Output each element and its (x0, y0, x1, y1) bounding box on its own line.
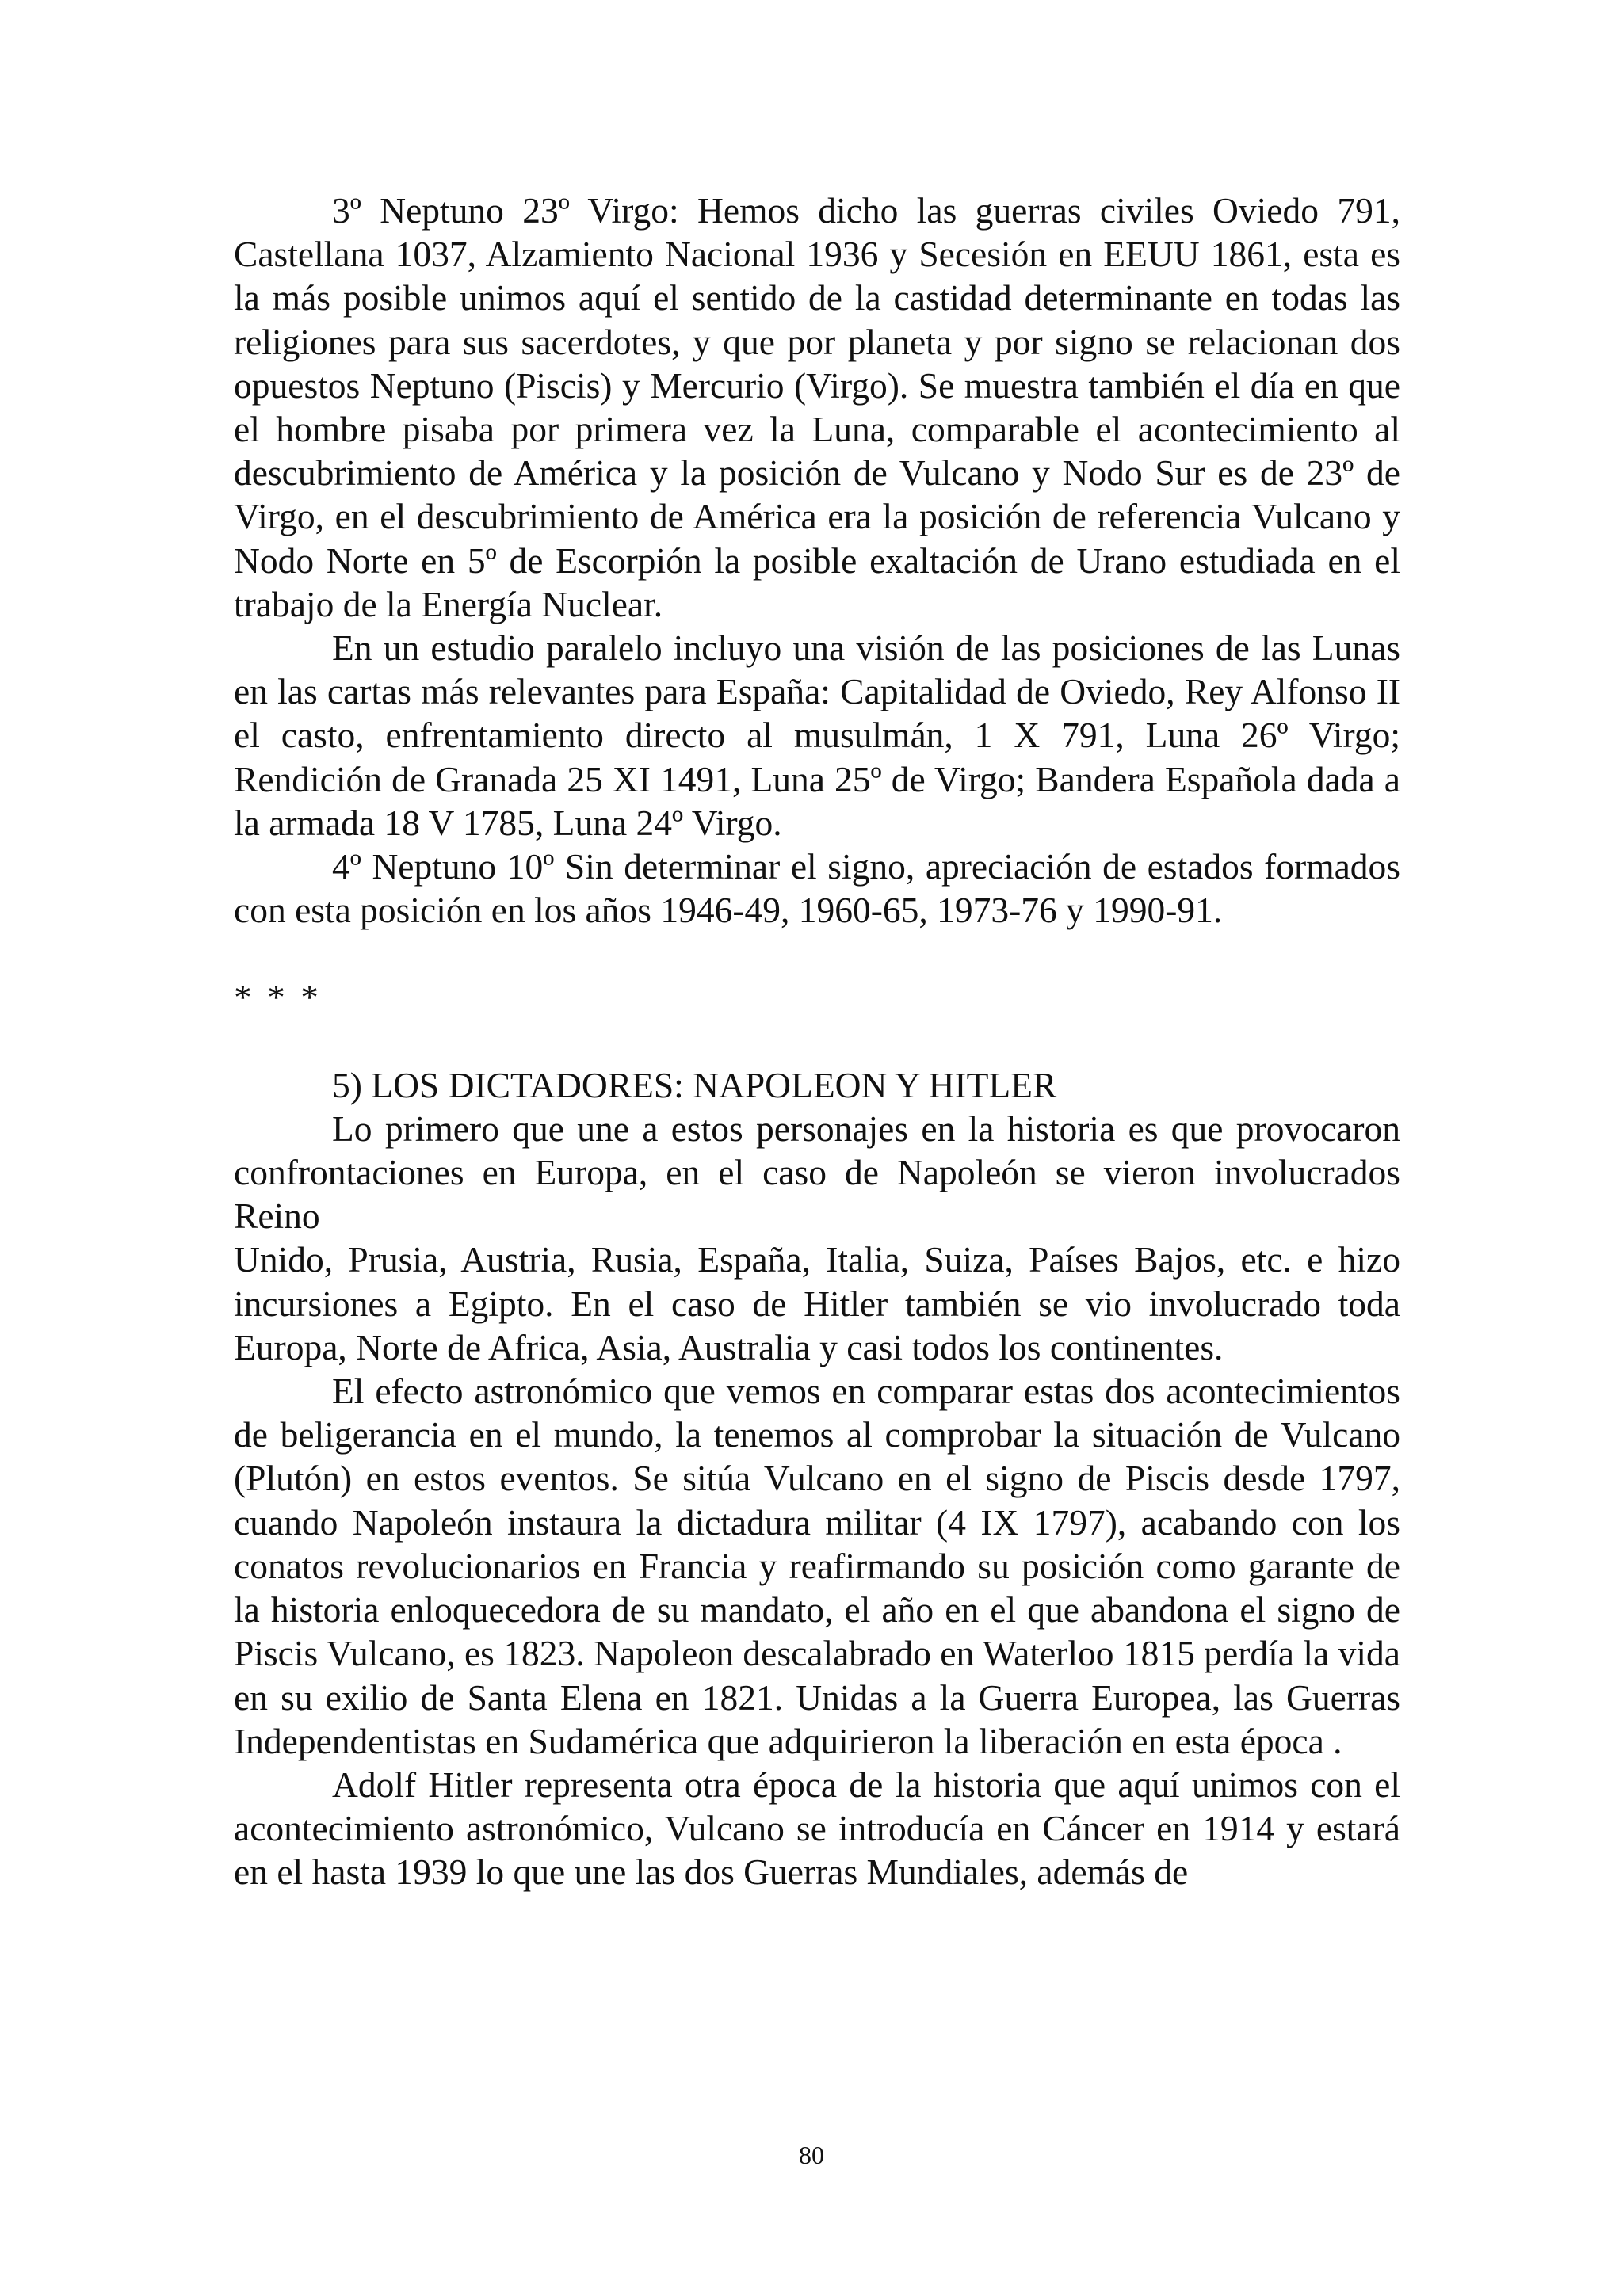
page-body (234, 189, 1400, 1894)
paragraph-dictadores-intro-continued: Unido, Prusia, Austria, Rusia, España, Italia, Suiza, Países Bajos, etc. e hizo incursiones a Egipto. En el caso de Hitler también se vio involucrado toda Europa, Norte de Africa, Asia, Australia y casi todos los continentes. (234, 1239, 1400, 1367)
section-heading: 5) LOS DICTADORES: NAPOLEON Y HITLER (332, 1064, 1057, 1105)
paragraph-adolf-hitler: Adolf Hitler representa otra época de la historia que aquí unimos con el acontecimiento astronómico, Vulcano se introducía en Cáncer en 1914 y estará en el hasta 1939 lo que une las dos Guerras Mundiales, además de (234, 1764, 1400, 1893)
paragraph-lunas-espana: En un estudio paralelo incluyo una visión de las posiciones de las Lunas en las cartas más relevantes para España: Capitalidad de Oviedo, Rey Alfonso II el casto, enfrentamiento directo al musulmán, 1 X 791, Luna 26º Virgo; Rendición de Granada 25 XI 1491, Luna 25º de Virgo; Bandera Española dada a la armada 18 V 1785, Luna 24º Virgo. (234, 627, 1400, 843)
paragraph-neptuno-10: 4º Neptuno 10º Sin determinar el signo, apreciación de estados formados con esta posición en los años 1946-49, 1960-65, 1973-76 y 1990-91. (234, 846, 1400, 931)
paragraph-efecto-astronomico: El efecto astronómico que vemos en comparar estas dos acontecimientos de beligerancia en el mundo, la tenemos al comprobar la situación de Vulcano (Plutón) en estos eventos. Se sitúa Vulcano en el signo de Piscis desde 1797, cuando Napoleón instaura la dictadura militar (4 IX 1797), acabando con los conatos revolucionarios en Francia y reafirmando su posición como garante de la historia enloquecedora de su mandato, el año en el que abandona el signo de Piscis Vulcano, es 1823. Napoleon descalabrado en Waterloo 1815 perdía la vida en su exilio de Santa Elena en 1821. Unidas a la Guerra Europea, las Guerras Independentistas en Sudamérica que adquirieron la liberación en esta época . (234, 1371, 1400, 1761)
section-separator: * * * (234, 977, 319, 1018)
paragraph-dictadores-intro: Lo primero que une a estos personajes en la historia es que provocaron confrontaciones en Europa, en el caso de Napoleón se vieron involucrados Reino (234, 1108, 1400, 1237)
paragraph-neptuno-virgo: 3º Neptuno 23º Virgo: Hemos dicho las guerras civiles Oviedo 791, Castellana 1037, Alzamiento Nacional 1936 y Secesión en EEUU 1861, esta es la más posible unimos aquí el sentido de la castidad determinante en todas las religiones para sus sacerdotes, y que por planeta y por signo se relacionan dos opuestos Neptuno (Piscis) y Mercurio (Virgo). Se muestra también el día en que el hombre pisaba por primera vez la Luna, comparable el acontecimiento al descubrimiento de América y la posición de Vulcano y Nodo Sur es de 23º de Virgo, en el descubrimiento de América era la posición de referencia Vulcano y Nodo Norte en 5º de Escorpión la posible exaltación de Urano estudiada en el trabajo de la Energía Nuclear. (234, 190, 1400, 624)
page-number: 80 (799, 2141, 824, 2169)
